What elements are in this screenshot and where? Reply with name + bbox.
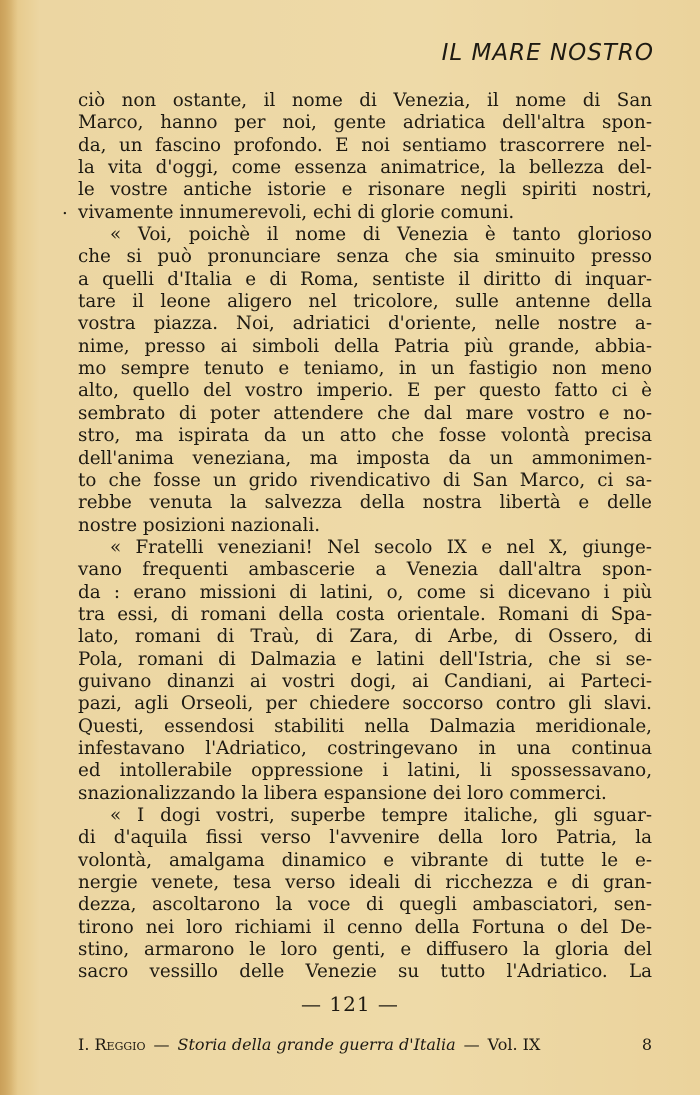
text-line: « Voi, poichè il nome di Venezia è tanto glorioso: [110, 224, 652, 246]
text-line: vostra piazza. Noi, adriatici d'oriente, nelle nostre a-: [78, 313, 652, 335]
footer-signature-mark: 8: [641, 1035, 652, 1054]
text-line: di d'aquila fissi verso l'avvenire della loro Patria, la: [78, 827, 652, 849]
text-line: dezza, ascoltarono la voce di quegli ambasciatori, sen-: [78, 894, 652, 916]
text-line: Pola, romani di Dalmazia e latini dell'Istria, che si se-: [78, 648, 652, 670]
text-line: rebbe venuta la salvezza della nostra libertà e delle: [78, 492, 652, 514]
text-line: le vostre antiche istorie e risonare negli spiriti nostri,: [78, 179, 652, 201]
margin-mark: .: [62, 198, 68, 219]
text-line: « I dogi vostri, superbe tempre italiche, gli sguar-: [110, 805, 652, 826]
footer-dash: —: [463, 1035, 480, 1054]
text-line: che si può pronunciare senza che sia sminuito presso: [78, 246, 652, 268]
text-line: pazi, agli Orseoli, per chiedere soccorso contro gli slavi.: [78, 693, 652, 715]
text-line: volontà, amalgama dinamico e vibrante di tutte le e-: [78, 849, 652, 871]
text-line: sembrato di poter attendere che dal mare vostro e no-: [78, 402, 652, 424]
text-line: snazionalizzando la libera espansione dei loro commerci.: [78, 782, 607, 804]
text-line: tare il leone aligero nel tricolore, sulle antenne della: [78, 291, 652, 313]
text-line: guivano dinanzi ai vostri dogi, ai Candiani, ai Parteci-: [78, 670, 652, 692]
footer-volume: Vol. IX: [487, 1035, 541, 1054]
text-line: a quelli d'Italia e di Roma, sentiste il diritto di inquar-: [78, 268, 652, 290]
text-line: to che fosse un grido rivendicativo di San Marco, ci sa-: [78, 469, 652, 491]
body-text: [78, 90, 652, 984]
footer-signature-line: [78, 1035, 652, 1054]
text-line: stro, ma ispirata da un atto che fosse volontà precisa: [78, 425, 652, 447]
text-line: ed intollerabile oppressione i latini, li spossessavano,: [78, 760, 652, 782]
text-line: mo sempre tenuto e teniamo, in un fastigio non meno: [78, 358, 652, 380]
text-line: la vita d'oggi, come essenza animatrice, la bellezza del-: [78, 157, 652, 179]
footer-title: Storia della grande guerra d'Italia: [177, 1035, 456, 1054]
text-line: vano frequenti ambascerie a Venezia dall'altra spon-: [78, 559, 652, 581]
text-line: da : erano missioni di latini, o, come si dicevano i più: [78, 581, 652, 603]
text-line: tra essi, di romani della costa orientale. Romani di Spa-: [78, 603, 652, 625]
footer-dash: —: [153, 1035, 170, 1054]
page-number: — 121 —: [301, 992, 399, 1016]
text-line: Questi, essendosi stabiliti nella Dalmazia meridionale,: [78, 715, 652, 737]
text-line: da, un fascino profondo. E noi sentiamo trascorrere nel-: [78, 134, 652, 156]
text-line: nostre posizioni nazionali.: [78, 514, 321, 536]
text-line: infestavano l'Adriatico, costringevano in una continua: [78, 737, 652, 759]
text-line: stino, armarono le loro genti, e diffusero la gloria del: [78, 939, 652, 961]
text-line: ciò non ostante, il nome di Venezia, il nome di San: [78, 90, 652, 111]
footer-citation: [78, 1035, 540, 1054]
text-line: sacro vessillo delle Venezie su tutto l'Adriatico. La: [78, 961, 652, 983]
text-line: nergie venete, tesa verso ideali di ricchezza e di gran-: [78, 872, 652, 894]
text-line: lato, romani di Traù, di Zara, di Arbe, di Ossero, di: [78, 626, 652, 648]
running-head: IL MARE NOSTRO: [441, 40, 654, 66]
text-line: Marco, hanno per noi, gente adriatica dell'altra spon-: [78, 112, 652, 134]
footer-author: I. Reggio: [78, 1035, 146, 1054]
text-line: nime, presso ai simboli della Patria più grande, abbia-: [78, 335, 652, 357]
text-line: vivamente innumerevoli, echi di glorie comuni.: [78, 201, 515, 223]
gutter-shadow: [0, 0, 18, 1095]
text-line: « Fratelli veneziani! Nel secolo IX e nel X, giunge-: [110, 536, 652, 558]
text-line: dell'anima veneziana, ma imposta da un ammonimen-: [78, 447, 652, 469]
text-line: tirono nei loro richiami il cenno della Fortuna o del De-: [78, 916, 652, 938]
text-line: alto, quello del vostro imperio. E per questo fatto ci è: [78, 380, 652, 402]
